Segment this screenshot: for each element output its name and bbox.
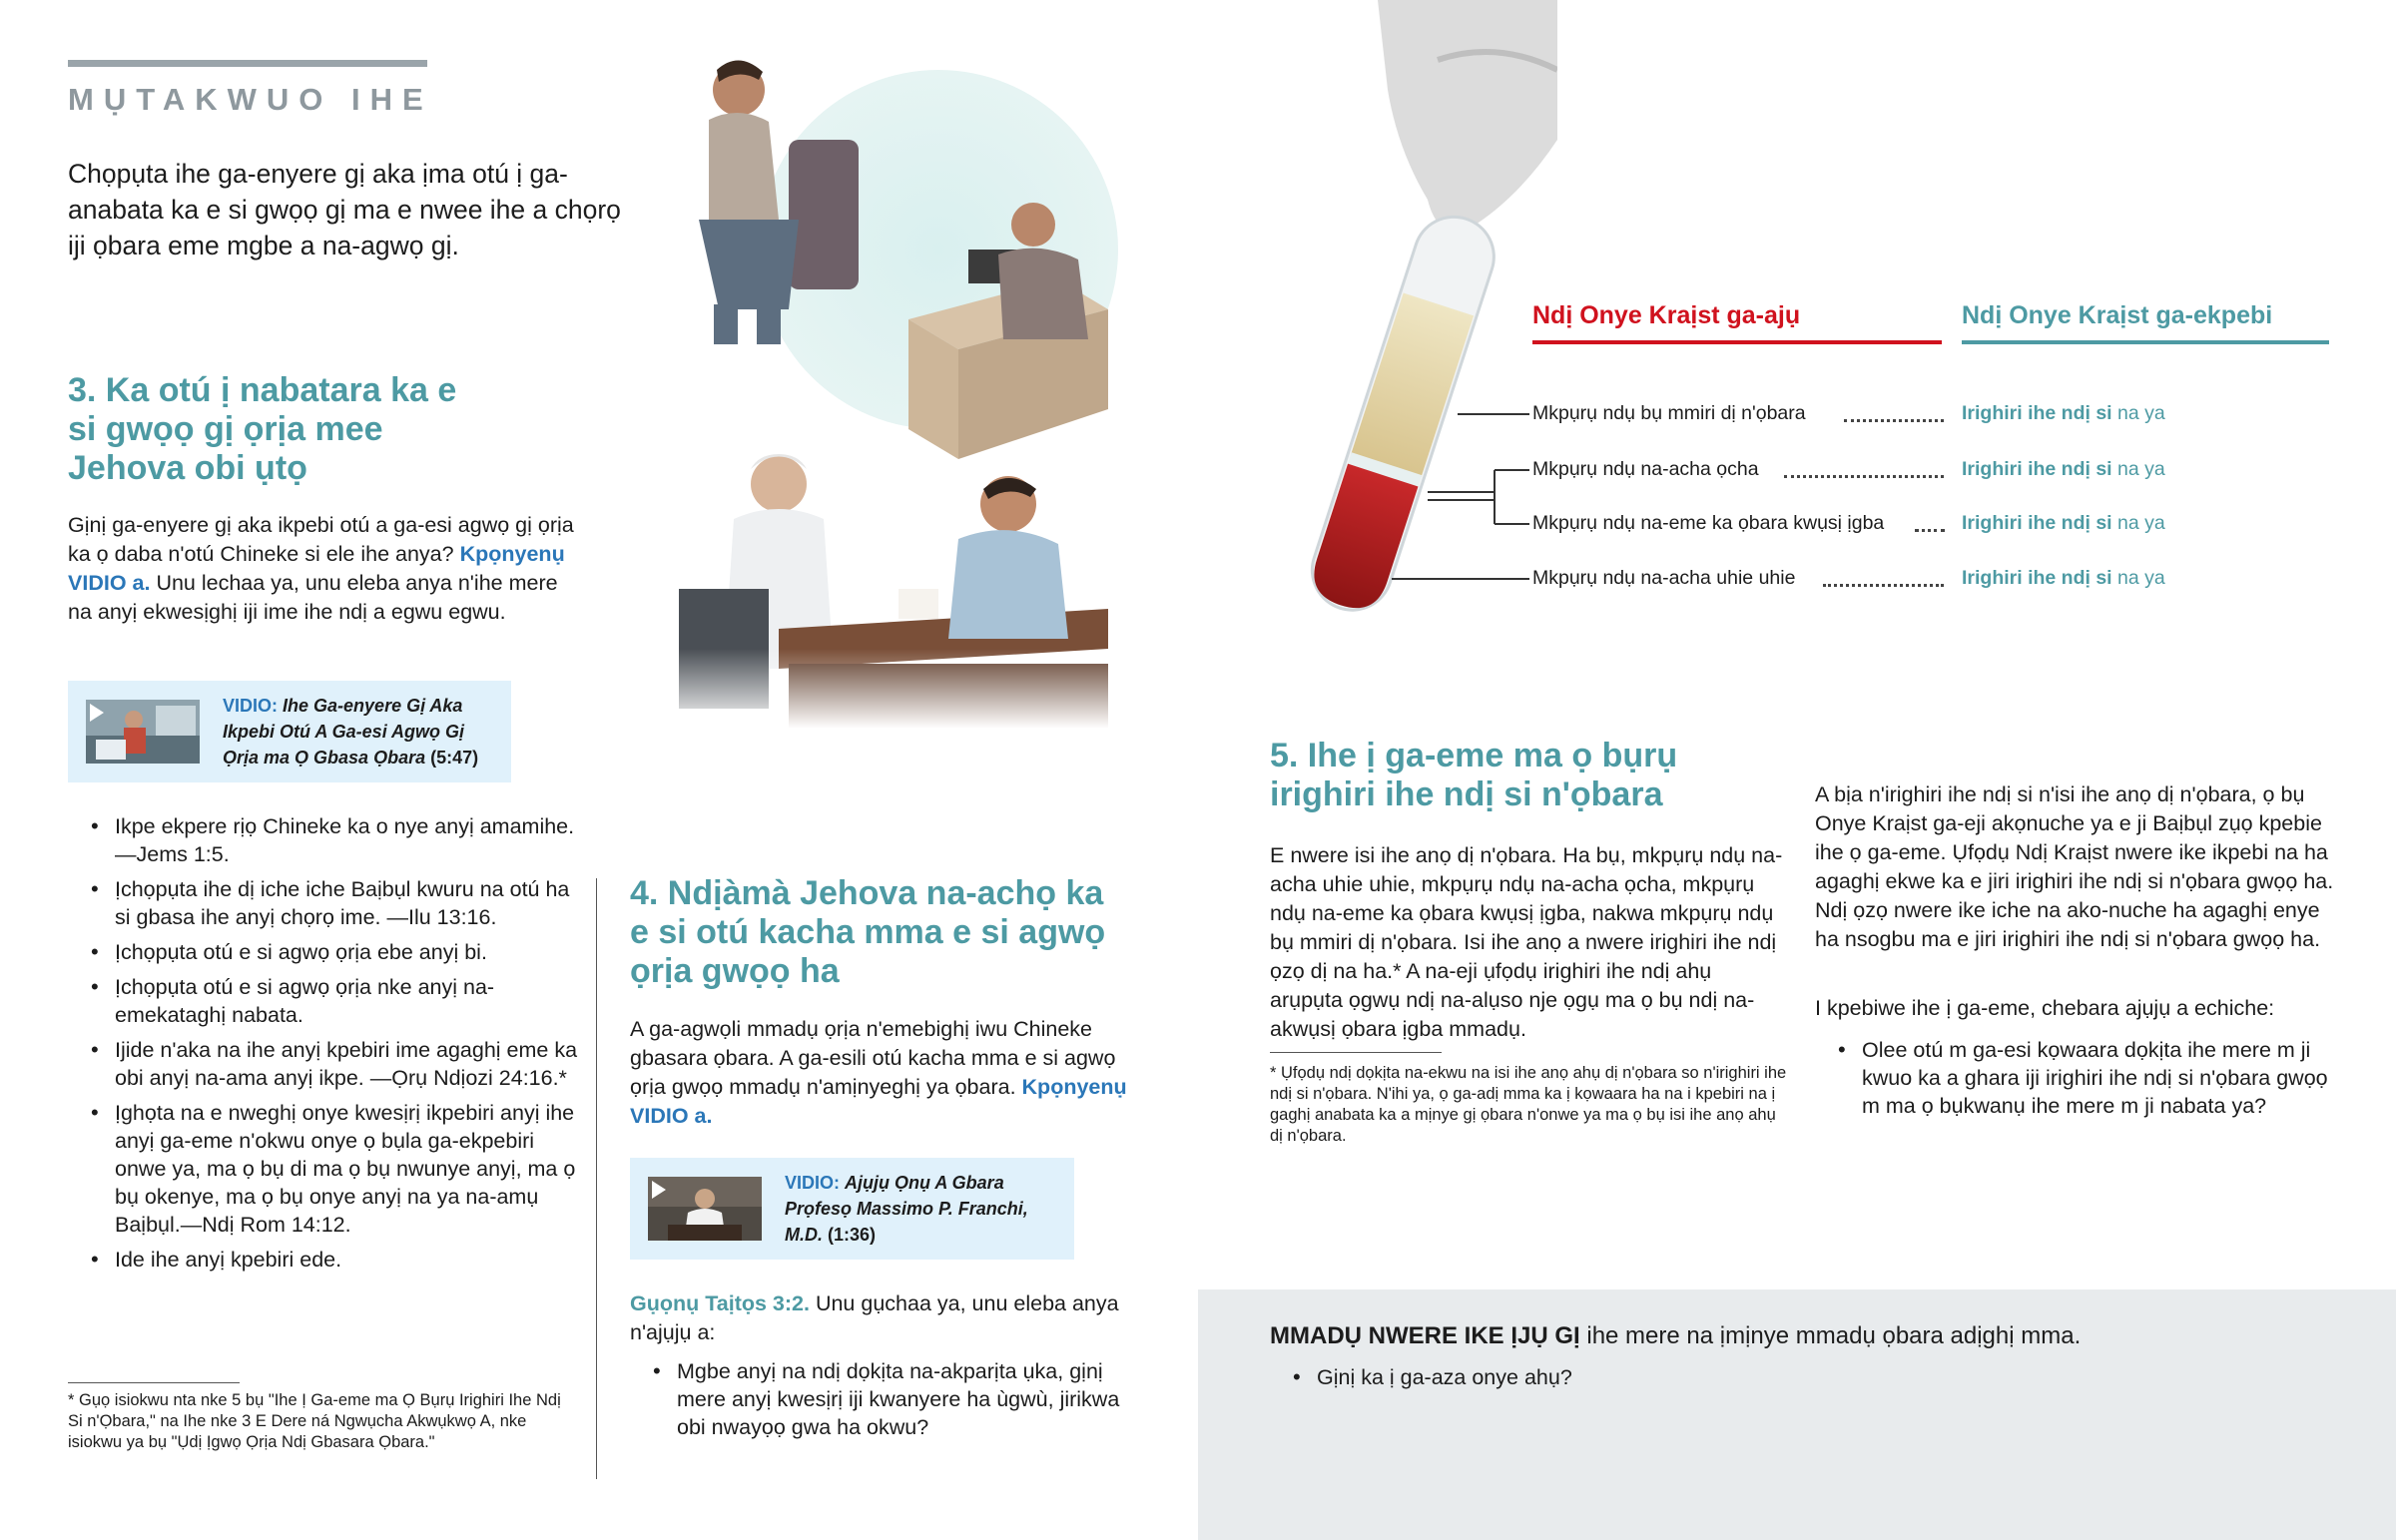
decide-header-rule <box>1962 340 2329 344</box>
video-title: Ajụjụ Ọnụ A Gbara Prọfesọ Massimo P. Franchi, M.D. <box>785 1173 1028 1245</box>
component-row: Mkpụrụ ndụ na-acha uhie uhie <box>1532 567 1796 589</box>
list-item: • Ịchọpụta ihe dị iche iche Baịbụl kwuru na otú ha si gbasa ihe anyị chọrọ ime. —Ilu 13:16. <box>68 875 587 931</box>
dot-leader <box>1915 529 1945 532</box>
section-4-read <box>630 1289 1129 1347</box>
section-3-text-tail: Unu lechaa ya, unu eleba anya n'ihe mere na anyị ekwesịghị iji ime ihe ndị a egwu egwu. <box>68 571 558 624</box>
list-item: • Gịnị ka ị ga-aza onye ahụ? <box>1270 1363 2168 1391</box>
video-tag: VIDIO: <box>785 1173 841 1193</box>
decide-header: Ndị Onye Kraịst ga-ekpebi <box>1962 301 2273 329</box>
intro-text: Chọpụta ihe ga-enyere gị aka ịma otú ị ga-anabata ka e si gwọọ gị ma e nwee ihe a chọrọ iji ọbara eme mgbe a na-agwọ gị. <box>68 159 621 260</box>
discussion-bullets <box>1270 1363 2168 1398</box>
dot-leader <box>1823 584 1944 587</box>
video-duration: (1:36) <box>828 1225 877 1245</box>
dot-leader <box>1844 419 1944 422</box>
video-thumbnail[interactable] <box>648 1177 762 1241</box>
scripture-reference: Gụọnụ Taịtọs 3:2. <box>630 1291 810 1315</box>
fraction-cell <box>1962 567 2165 590</box>
list-item: • Ịchọpụta otú e si agwọ ọrịa nke anyị na-emekataghị nabata. <box>68 973 587 1029</box>
fraction-tail: na ya <box>2117 567 2165 589</box>
component-row: Mkpụrụ ndụ na-eme ka ọbara kwụsị ịgba <box>1532 512 1885 534</box>
discussion-title-strong: MMADỤ NWERE IKE ỊJỤ GỊ <box>1270 1322 1580 1349</box>
section-3-bullets <box>68 812 587 1281</box>
section-4-paragraph <box>630 1015 1129 1131</box>
video-card-1[interactable] <box>68 681 511 782</box>
play-video-link[interactable]: Kpọnyenụ VIDIO a. <box>68 542 565 595</box>
fraction-tail: na ya <box>2117 512 2165 534</box>
section-5-question-intro: I kpebiwe ihe ị ga-eme, chebara ajụjụ a echiche: <box>1815 996 2275 1020</box>
fraction-tail: na ya <box>2117 402 2165 424</box>
tube-connector-lines <box>1388 404 1537 584</box>
video-title: Ihe Ga-enyere Gị Aka Ikpebi Otú A Ga-esi Agwọ Gị Ọrịa ma Ọ Gbasa Ọbara <box>223 696 465 768</box>
section-3-paragraph <box>68 511 587 627</box>
fraction-tail: na ya <box>2117 458 2165 480</box>
component-row: Mkpụrụ ndụ bụ mmiri dị n'ọbara <box>1532 402 1806 424</box>
section-label: MỤTAKWUO IHE <box>68 82 433 117</box>
fraction-cell <box>1962 402 2165 425</box>
video-card-1-text <box>223 693 502 770</box>
fraction-strong: Irighiri ihe ndị si <box>1962 512 2112 534</box>
fraction-strong: Irighiri ihe ndị si <box>1962 567 2112 589</box>
refuse-header-rule <box>1532 340 1942 344</box>
footnote-2: * Ụfọdụ ndị dọkịta na-ekwu na isi ihe anọ ahụ dị n'ọbara so n'irighiri ihe ndị si n'ọbara. N'ihi ya, ọ ga-adị mma ka ị kọwaara ha na i kpebiri na ị gaghị anabata ka a mịnye gị ọbara n'onwe ya ma ọ bụ isi ihe anọ ahụ dị n'ọbara. <box>1270 1064 1787 1145</box>
section-4-text: A ga-agwọli mmadụ ọrịa n'emebighị iwu Chineke gbasara ọbara. A ga-esili otú kacha mma e si agwọ ọrịa gwọọ mmadụ n'amịnyeghị ya ọbara. <box>630 1017 1116 1099</box>
fraction-strong: Irighiri ihe ndị si <box>1962 402 2112 424</box>
section-3-heading: 3. Ka otú ị nabatara ka e si gwọọ gị ọrịa mee Jehova obi ụtọ <box>68 371 457 487</box>
list-item: • Ịghọta na e nweghị onye kwesịrị ikpebiri anyị ihe anyị ga-eme n'okwu onye ọ bụla ga-ekpebiri onwe ya, ma ọ bụ di ma ọ bụ nwunye anyị, ma ọ bụ okenye, ma ọ bụ onye anyị na ya na-amụ Baịbụl.—Ndị Rom 14:12. <box>68 1099 587 1239</box>
video-card-2-text <box>785 1170 1064 1248</box>
doctor-consultation-illustration <box>639 50 1158 729</box>
section-4-bullets <box>630 1357 1139 1448</box>
video-thumbnail[interactable] <box>86 700 200 764</box>
column-divider <box>596 878 597 1479</box>
list-item: • Ide ihe anyị kpebiri ede. <box>68 1246 587 1274</box>
video-tag: VIDIO: <box>223 696 279 716</box>
section-5-right-paragraph: A bịa n'irighiri ihe ndị si n'isi ihe anọ dị n'ọbara, ọ bụ Onye Kraịst ga-eji akọnuche ya e ji Baịbụl zụọ kpebie ihe ọ ga-eme. Ụfọdụ Ndị Kraịst nwere ike ikpebi na ha agaghị ekwe ka e jiri irighiri ihe ndị si n'ọbara gwọọ ha. Ndị ọzọ nwere ike iche na ako-nuche ha agaghị enye ha nsogbu ma e jiri irighiri ihe ndị si n'ọbara gwọọ ha. <box>1815 782 2334 951</box>
refuse-header: Ndị Onye Kraịst ga-ajụ <box>1532 301 1801 329</box>
top-rule <box>68 60 427 67</box>
video-card-2[interactable] <box>630 1158 1074 1260</box>
component-row: Mkpụrụ ndụ na-acha ọcha <box>1532 458 1759 480</box>
play-icon <box>652 1181 666 1199</box>
section-3-text: Gịnị ga-enyere gị aka ikpebi otú a ga-esi agwọ gị ọrịa ka ọ daba n'otú Chineke si ele ihe anya? <box>68 513 574 566</box>
section-5-heading: 5. Ihe ị ga-eme ma ọ bụrụ irighiri ihe ndị si n'ọbara <box>1270 737 1678 813</box>
footnote-rule <box>1270 1052 1442 1053</box>
section-5-bullets <box>1815 1036 2334 1127</box>
discussion-title <box>1270 1320 2368 1352</box>
list-item: • Ijide n'aka na ihe anyị kpebiri ime agaghị eme ka obi anyị na-ama anyị ikpe. —Ọrụ Ndịozi 24:16.* <box>68 1036 587 1092</box>
footnote-rule <box>68 1382 240 1383</box>
list-item: • Ịchọpụta otú e si agwọ ọrịa ebe anyị bi. <box>68 938 587 966</box>
dot-leader <box>1784 475 1944 478</box>
fraction-cell <box>1962 458 2165 481</box>
section-4-heading: 4. Ndịàmà Jehova na-achọ ka e si otú kacha mma e si agwọ ọrịa gwọọ ha <box>630 874 1106 990</box>
fraction-strong: Irighiri ihe ndị si <box>1962 458 2112 480</box>
discussion-title-tail: ihe mere na ịmịnye mmadụ ọbara adịghị mma. <box>1586 1322 2082 1349</box>
video-duration: (5:47) <box>430 748 479 768</box>
fraction-cell <box>1962 512 2165 535</box>
play-icon <box>90 704 104 722</box>
section-5-paragraph: E nwere isi ihe anọ dị n'ọbara. Ha bụ, mkpụrụ ndụ na-acha uhie uhie, mkpụrụ ndụ na-acha ọcha, mkpụrụ ndụ na-eme ka ọbara kwụsị ịgba, nakwa mkpụrụ ndụ bụ mmiri dị n'ọbara. Isi ihe anọ a nwere irighiri ihe ndị ọzọ dị na ha.* A na-eji ụfọdụ irighiri ihe ndị ahụ arụpụta ọgwụ ndị na-alụso nje ọgụ ma ọ bụ ndị na-akwụsị ọbara ịgba mmadụ. <box>1270 843 1783 1041</box>
section-4-read-tail: Unu gụchaa ya, unu eleba anya n'ajụjụ a: <box>630 1291 1119 1344</box>
play-video-link[interactable]: Kpọnyenụ VIDIO a. <box>630 1075 1127 1128</box>
list-item: • Ikpe ekpere rịọ Chineke ka o nye anyị amamihe.—Jems 1:5. <box>68 812 587 868</box>
list-item: • Mgbe anyị na ndị dọkịta na-akparịta ụka, gịnị mere anyị kwesịrị iji kwanyere ha ùgwù, jirikwa obi nwayọọ gwa ha okwu? <box>630 1357 1139 1441</box>
list-item: • Olee otú m ga-esi kọwaara dọkịta ihe mere m ji kwuo ka a ghara iji irighiri ihe ndị si n'ọbara gwọọ m ma ọ bụkwanụ ihe mere m ji nabata ya? <box>1815 1036 2334 1120</box>
footnote-1: * Gụọ isiokwu nta nke 5 bụ "Ihe Ị Ga-eme ma Ọ Bụrụ Irighiri Ihe Ndị Si n'Ọbara," na Ihe nke 3 E Dere ná Ngwụcha Akwụkwọ A, nke isiokwu ya bụ "Ụdị Ịgwọ Ọrịa Ndị Gbasara Ọbara." <box>68 1391 561 1451</box>
